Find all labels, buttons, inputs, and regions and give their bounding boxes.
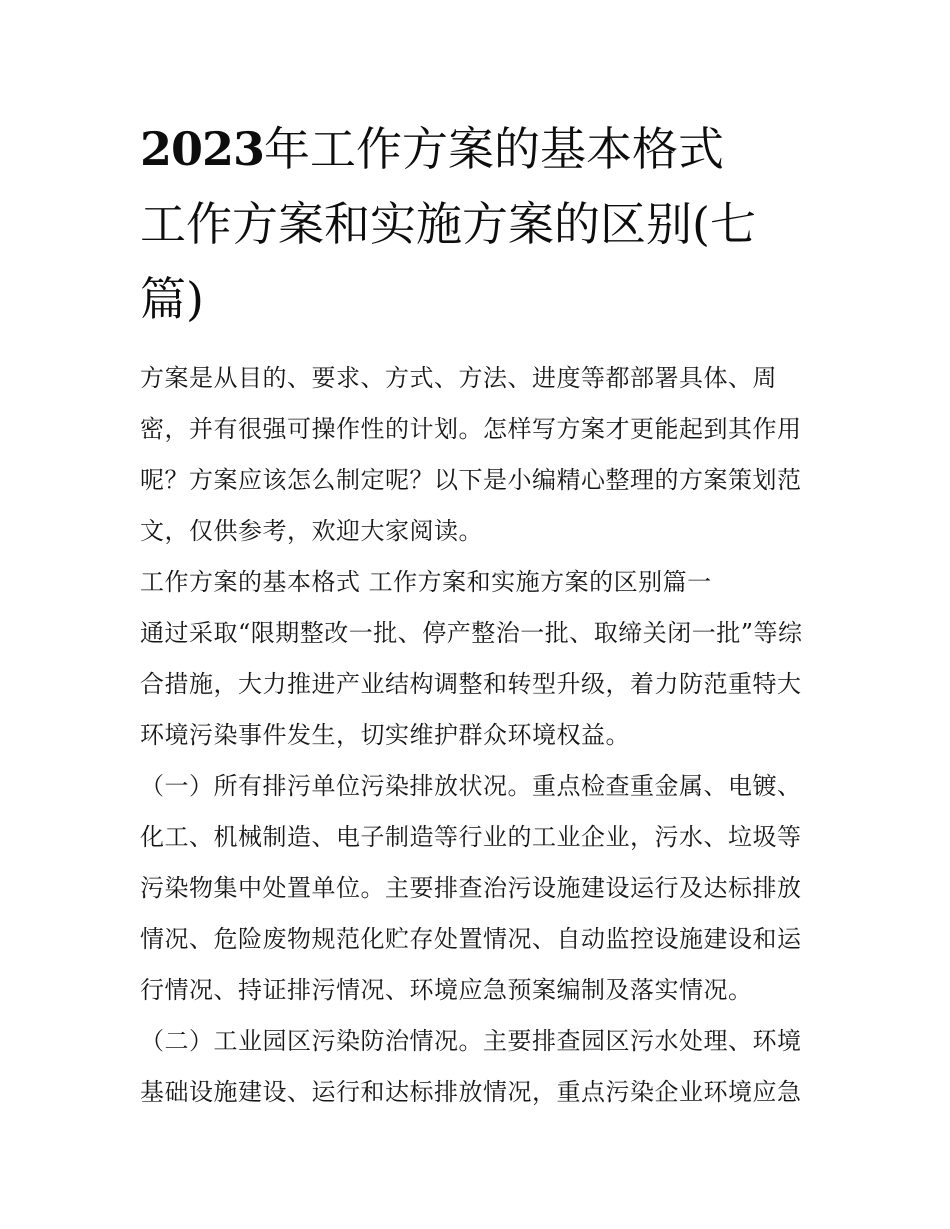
document-title xyxy=(140,112,812,337)
paragraph-line: （一）所有排污单位污染排放状况。重点检查重金属、电镀、 xyxy=(140,772,802,800)
section-heading xyxy=(140,557,812,608)
document-content xyxy=(140,112,812,1118)
paragraph-item-1 xyxy=(140,761,812,1016)
title-line-1-text: 年工作方案的基本格式 xyxy=(264,122,725,176)
paragraph-measures xyxy=(140,608,812,761)
paragraph-item-2 xyxy=(140,1016,812,1118)
paragraph-line: 情况、危险废物规范化贮存处置情况、自动监控设施建设和运 xyxy=(140,925,802,953)
title-year: 2023 xyxy=(140,122,265,176)
title-line-2: 工作方案和实施方案的区别(七 xyxy=(140,197,756,251)
paragraph-intro xyxy=(140,353,812,557)
paragraph-line: （二）工业园区污染防治情况。主要排查园区污水处理、环境 xyxy=(140,1027,802,1055)
paragraph-line: 基础设施建设、运行和达标排放情况，重点污染企业环境应急 xyxy=(140,1078,802,1106)
paragraph-line: 化工、机械制造、电子制造等行业的工业企业，污水、垃圾等 xyxy=(140,823,802,851)
paragraph-line: 合措施，大力推进产业结构调整和转型升级，着力防范重特大 xyxy=(140,670,802,698)
paragraph-line: 环境污染事件发生，切实维护群众环境权益。 xyxy=(140,721,630,749)
paragraph-line: 行情况、持证排污情况、环境应急预案编制及落实情况。 xyxy=(140,976,753,1004)
document-body xyxy=(140,353,812,1118)
title-line-3: 篇) xyxy=(140,272,204,326)
section-heading-text: 工作方案的基本格式 工作方案和实施方案的区别篇一 xyxy=(140,568,712,596)
paragraph-line: 污染物集中处置单位。主要排查治污设施建设运行及达标排放 xyxy=(140,874,802,902)
paragraph-line: 密，并有很强可操作性的计划。怎样写方案才更能起到其作用 xyxy=(140,415,802,443)
paragraph-line: 方案是从目的、要求、方式、方法、进度等都部署具体、周 xyxy=(140,364,777,392)
paragraph-line: 呢？方案应该怎么制定呢？以下是小编精心整理的方案策划范 xyxy=(140,466,802,494)
paragraph-line: 通过采取“限期整改一批、停产整治一批、取缔关闭一批”等综 xyxy=(140,619,803,647)
title-line-1 xyxy=(140,112,812,187)
paragraph-line: 文，仅供参考，欢迎大家阅读。 xyxy=(140,517,483,545)
